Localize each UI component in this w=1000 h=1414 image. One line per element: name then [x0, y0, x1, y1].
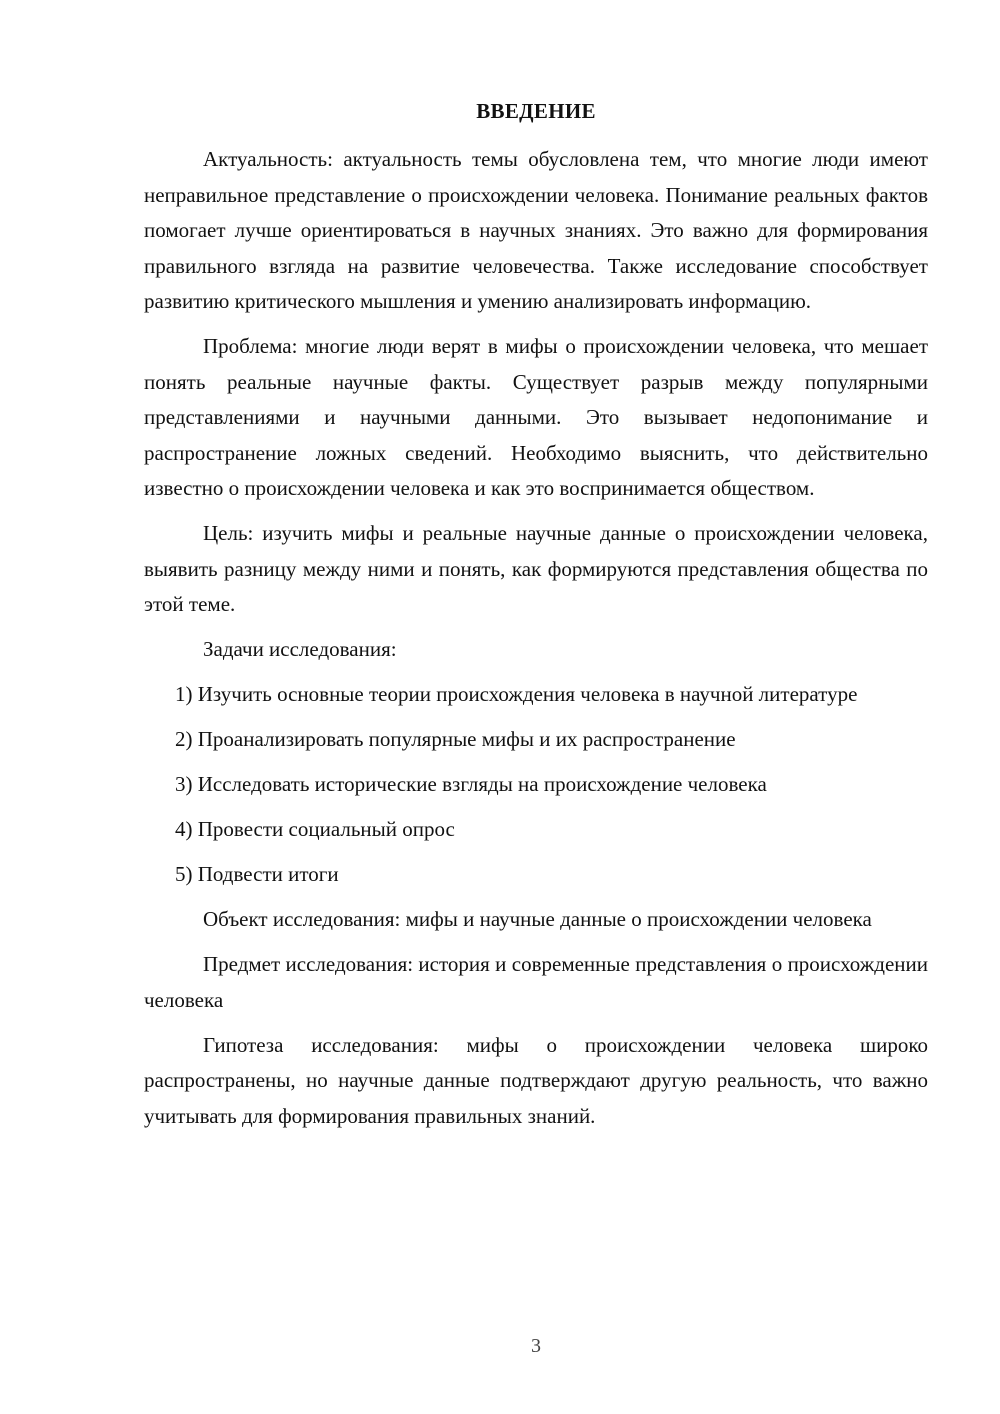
relevance-paragraph: Актуальность: актуальность темы обусловлена тем, что многие люди имеют неправильное представление о происхождении человека. Понимание реальных фактов помогает лучше ориентироваться в научных знаниях. Это важно для формирования правильного взгляда на развитие человечества. Также исследование способствует развитию критического мышления и умению анализировать информацию. — [144, 147, 928, 313]
task-item: 3) Исследовать исторические взгляды на происхождение человека — [175, 772, 767, 796]
task-item: 1) Изучить основные теории происхождения человека в научной литературе — [175, 682, 858, 706]
document-body — [144, 142, 928, 1144]
page-title: ВВЕДЕНИЕ — [476, 99, 596, 123]
subject-paragraph: Предмет исследования: история и современные представления о происхождении человека — [144, 952, 928, 1012]
page-number: 3 — [531, 1335, 541, 1357]
problem-paragraph: Проблема: многие люди верят в мифы о происхождении человека, что мешает понять реальные научные факты. Существует разрыв между популярными представлениями и научными данными. Это вызывает недопонимание и распространение ложных сведений. Необходимо выяснить, что действительно известно о происхождении человека и как это воспринимается обществом. — [144, 334, 928, 500]
task-item: 2) Проанализировать популярные мифы и их распространение — [175, 727, 736, 751]
task-item: 4) Провести социальный опрос — [175, 817, 455, 841]
object-paragraph: Объект исследования: мифы и научные данные о происхождении человека — [203, 907, 872, 931]
hypothesis-paragraph: Гипотеза исследования: мифы о происхождении человека широко распространены, но научные данные подтверждают другую реальность, что важно учитывать для формирования правильных знаний. — [144, 1032, 928, 1128]
tasks-heading: Задачи исследования: — [203, 637, 397, 661]
task-item: 5) Подвести итоги — [175, 862, 339, 886]
goal-paragraph: Цель: изучить мифы и реальные научные данные о происхождении человека, выявить разницу между ними и понять, как формируются представления общества по этой теме. — [144, 521, 928, 616]
tasks-list — [144, 677, 928, 893]
